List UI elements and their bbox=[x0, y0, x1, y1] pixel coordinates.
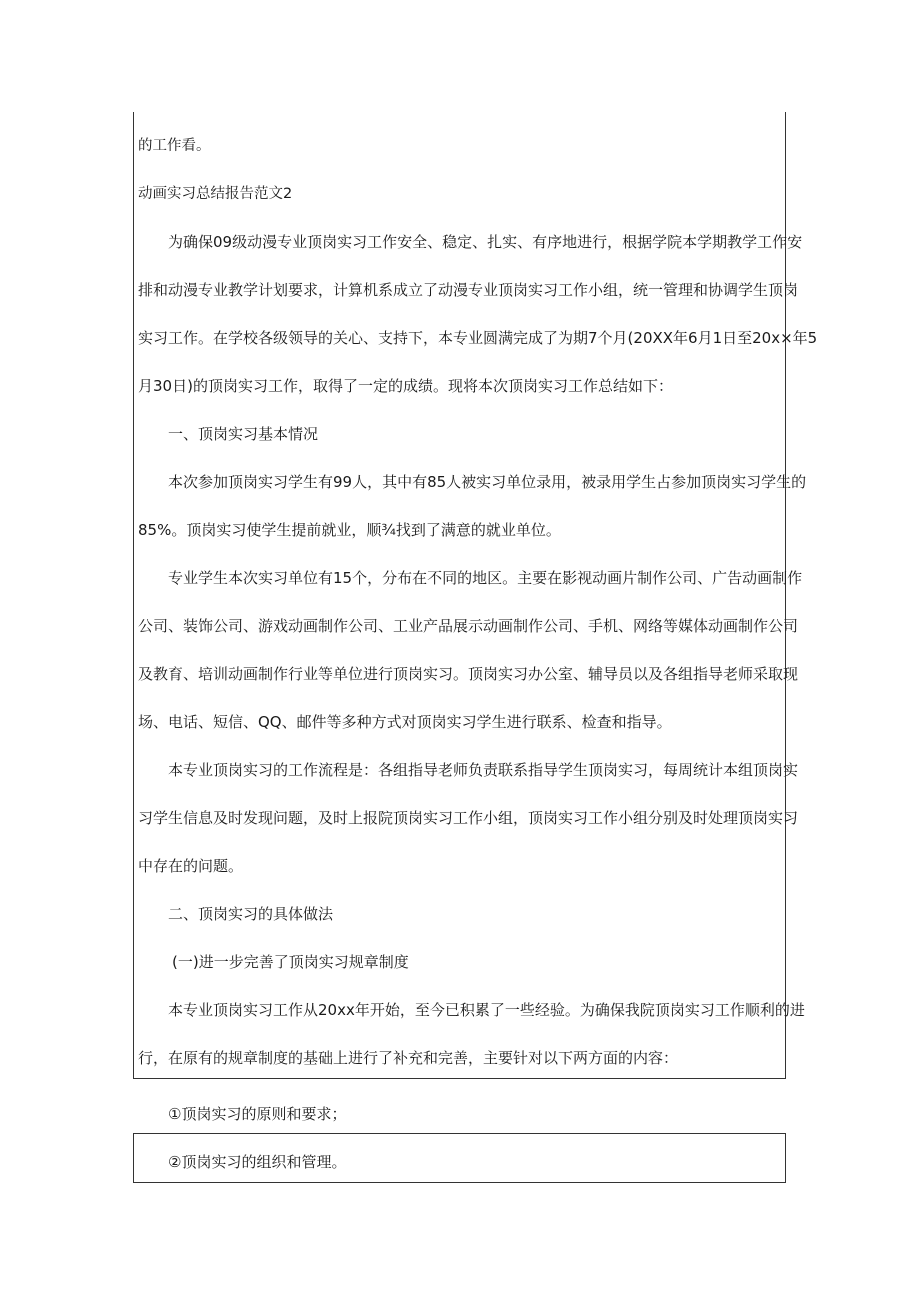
paragraph-line: 公司、装饰公司、游戏动画制作公司、工业产品展示动画制作公司、手机、网络等媒体动画制作公司 bbox=[138, 617, 799, 635]
list-item: ①顶岗实习的原则和要求； bbox=[168, 1105, 347, 1123]
paragraph-line: 场、电话、短信、QQ、邮件等多种方式对顶岗实习学生进行联系、检查和指导。 bbox=[138, 713, 672, 731]
paragraph-line: 本专业顶岗实习工作从20xx年开始，至今已积累了一些经验。为确保我院顶岗实习工作顺利的进 bbox=[168, 1001, 805, 1019]
heading-2: 二、顶岗实习的具体做法 bbox=[168, 905, 334, 923]
paragraph-line: 本专业顶岗实习的工作流程是：各组指导老师负责联系指导学生顶岗实习，每周统计本组顶岗实 bbox=[168, 761, 799, 779]
subheading: (一)进一步完善了顶岗实习规章制度 bbox=[172, 953, 409, 971]
paragraph-line: 为确保09级动漫专业顶岗实习工作安全、稳定、扎实、有序地进行，根据学院本学期教学工作安 bbox=[168, 233, 803, 251]
list-item: ②顶岗实习的组织和管理。 bbox=[168, 1153, 347, 1171]
paragraph-line: 习学生信息及时发现问题，及时上报院顶岗实习工作小组，顶岗实习工作小组分别及时处理顶岗实习 bbox=[138, 809, 799, 827]
paragraph-line: 排和动漫专业教学计划要求，计算机系成立了动漫专业顶岗实习工作小组，统一管理和协调学生顶岗 bbox=[138, 281, 799, 299]
paragraph-line: 专业学生本次实习单位有15个，分布在不同的地区。主要在影视动画片制作公司、广告动画制作 bbox=[168, 569, 803, 587]
paragraph-line: 的工作看。 bbox=[138, 138, 211, 154]
paragraph-line: 及教育、培训动画制作行业等单位进行顶岗实习。顶岗实习办公室、辅导员以及各组指导老师采取现 bbox=[138, 665, 799, 683]
paragraph-line: 85%。顶岗实习使学生提前就业，顺¾找到了满意的就业单位。 bbox=[138, 521, 561, 539]
document-frame bbox=[133, 112, 818, 1079]
paragraph-line: 行，在原有的规章制度的基础上进行了补充和完善，主要针对以下两方面的内容： bbox=[138, 1049, 679, 1067]
paragraph-line: 月30日)的顶岗实习工作，取得了一定的成绩。现将本次顶岗实习工作总结如下： bbox=[138, 377, 673, 395]
heading-1: 一、顶岗实习基本情况 bbox=[168, 425, 319, 443]
paragraph-line: 中存在的问题。 bbox=[138, 857, 244, 875]
paragraph-line: 本次参加顶岗实习学生有99人，其中有85人被实习单位录用，被录用学生占参加顶岗实习学生的 bbox=[168, 473, 807, 491]
paragraph-line: 实习工作。在学校各级领导的关心、支持下，本专业圆满完成了为期7个月(20XX年6月1日至20x×年5 bbox=[138, 329, 818, 347]
section-title: 动画实习总结报告范文2 bbox=[138, 186, 293, 202]
